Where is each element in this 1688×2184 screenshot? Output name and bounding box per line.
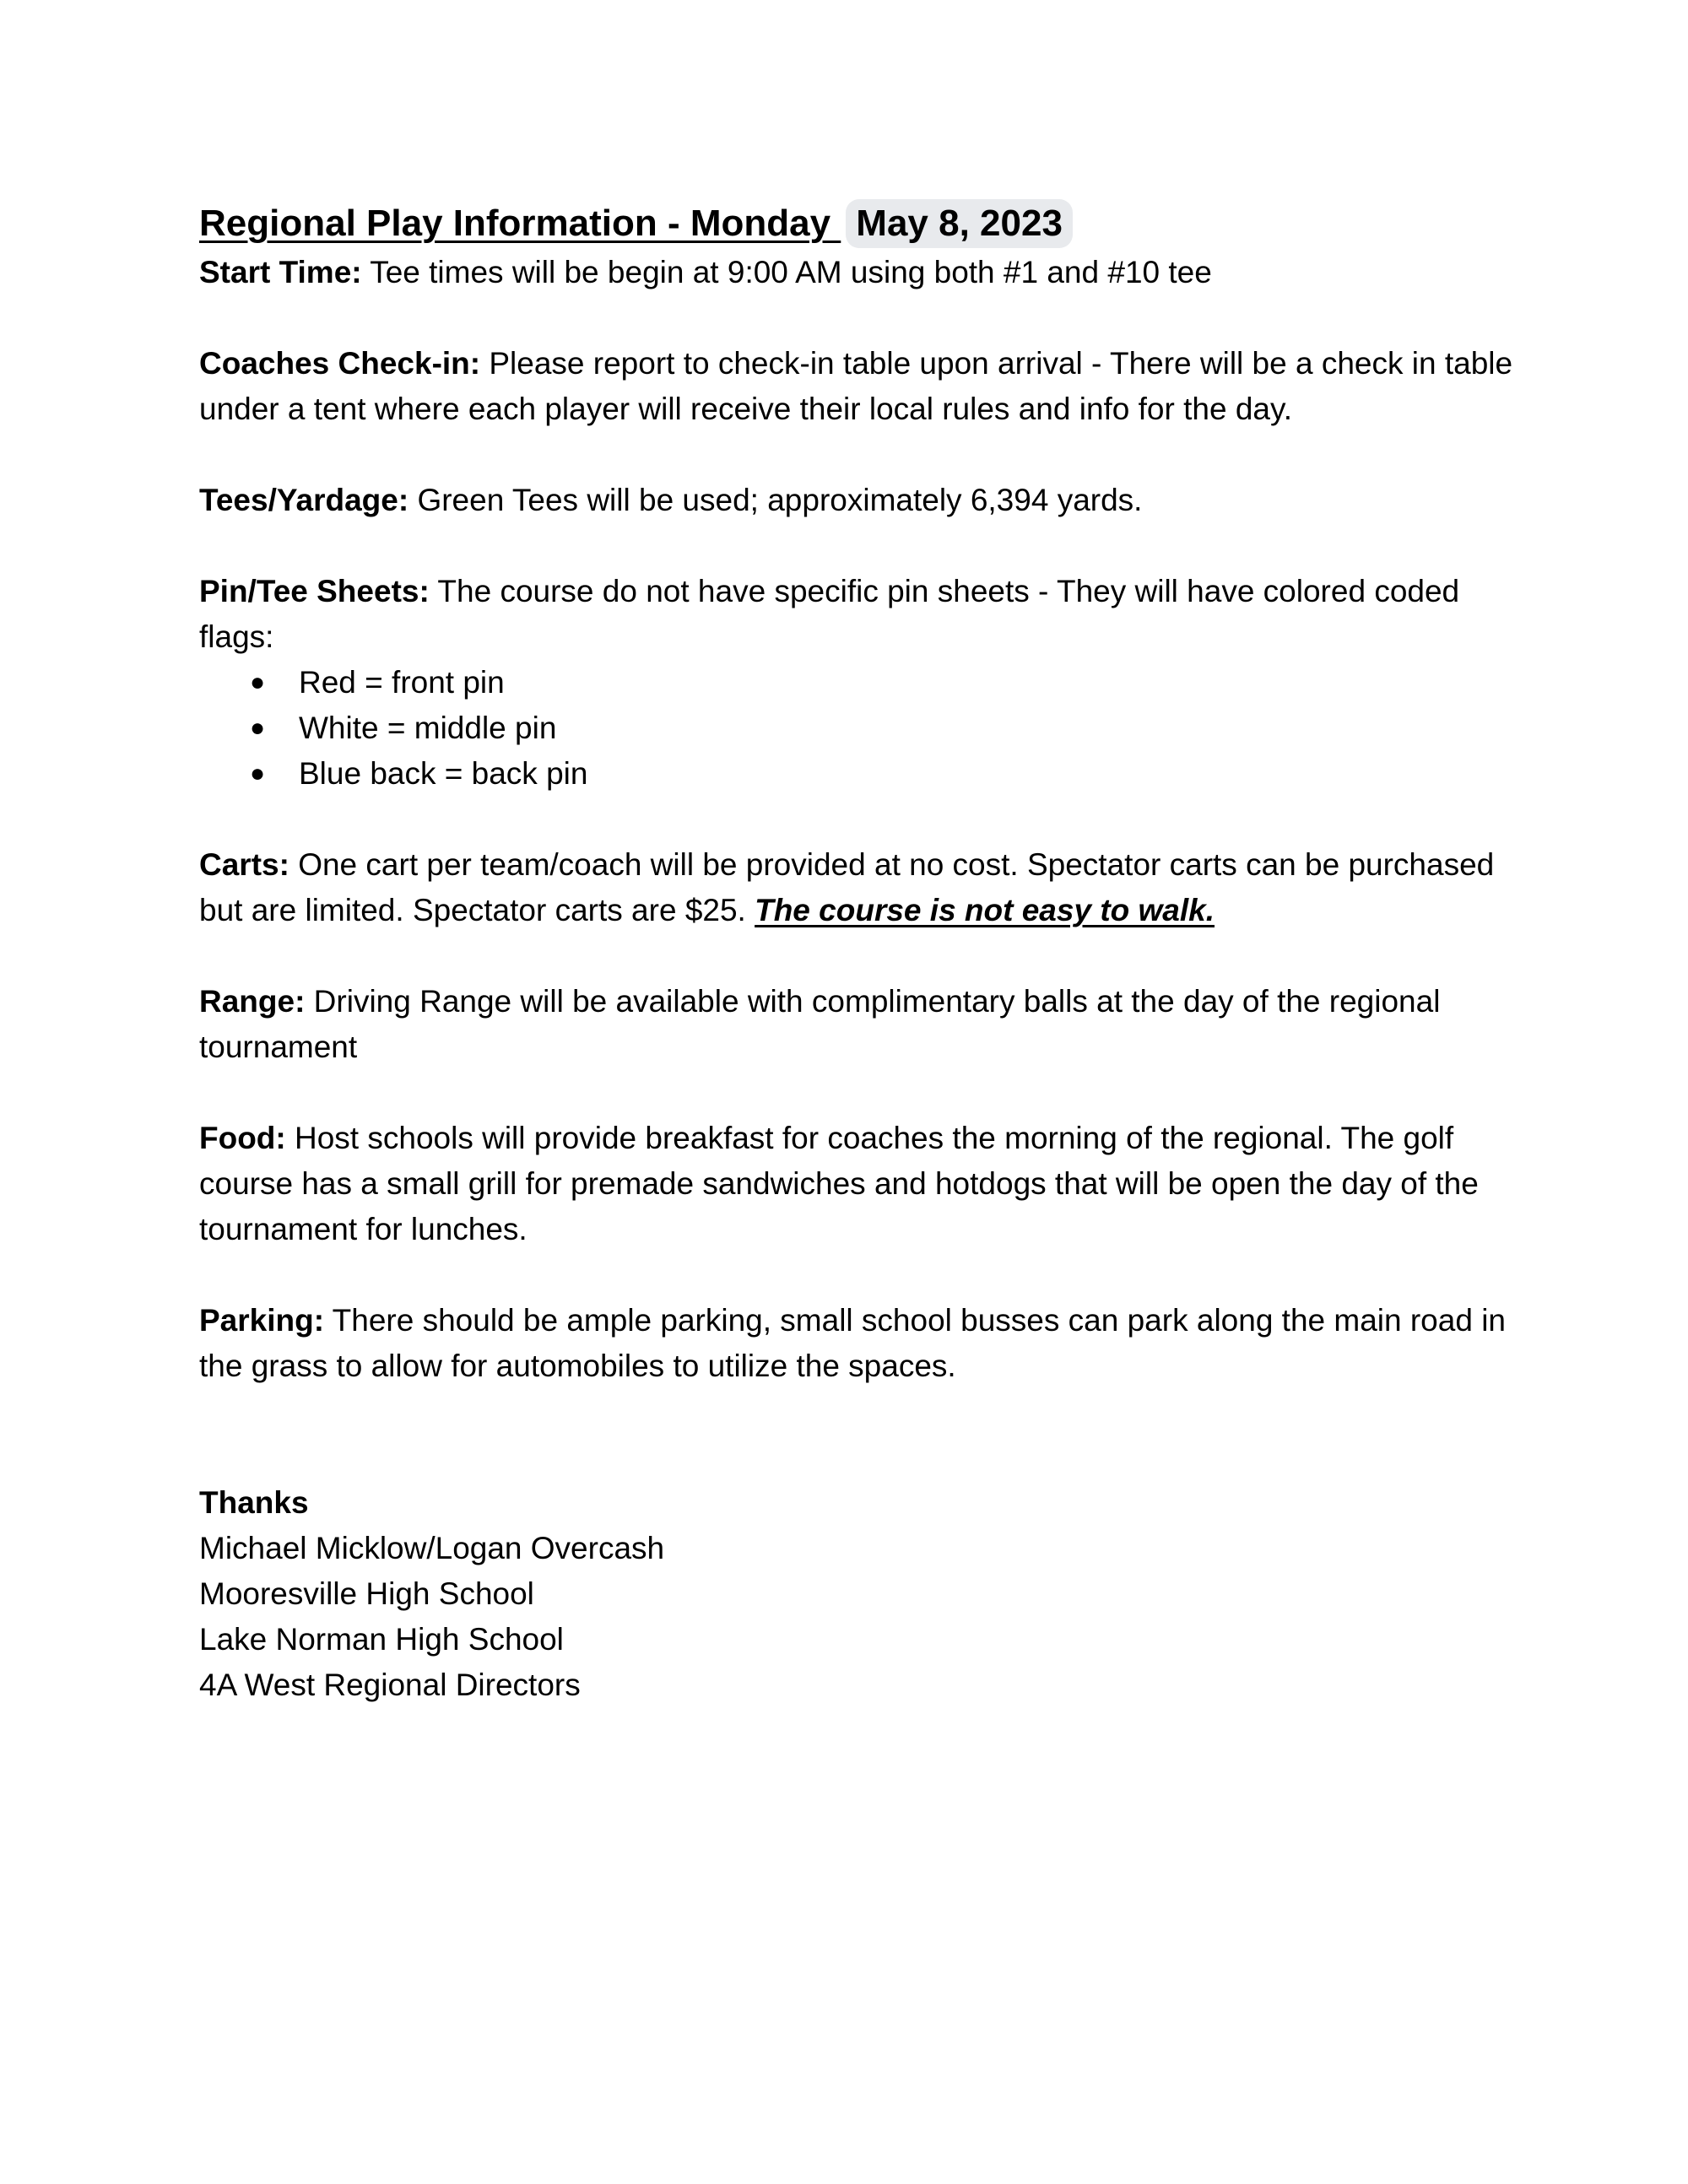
date-chip[interactable]: May 8, 2023 <box>846 199 1073 248</box>
carts-label: Carts: <box>199 847 289 882</box>
bullet-icon: ● <box>250 668 266 696</box>
signoff-block <box>199 1480 1516 1708</box>
tees-paragraph <box>199 478 1516 523</box>
bullet-icon: ● <box>250 714 266 742</box>
start-time-paragraph <box>199 250 1516 295</box>
list-item-text: White = middle pin <box>299 711 557 745</box>
parking-text: There should be ample parking, small school busses can park along the main road in the grass to allow for automobiles to utilize the spaces. <box>199 1303 1506 1383</box>
signoff-line: Mooresville High School <box>199 1576 534 1611</box>
tees-text: Green Tees will be used; approximately 6,394 yards. <box>408 483 1143 517</box>
carts-text: One cart per team/coach will be provided at no cost. Spectator carts can be purchased but are limited. Spectator carts are $25. <box>199 847 1495 927</box>
tees-label: Tees/Yardage: <box>199 483 409 517</box>
check-in-paragraph <box>199 341 1516 432</box>
document-title <box>199 199 1516 248</box>
check-in-text: Please report to check-in table upon arrival - There will be a check in table under a tent where each player will receive their local rules and info for the day. <box>199 346 1513 426</box>
pins-paragraph <box>199 569 1516 660</box>
pins-text: The course do not have specific pin sheets - They will have colored coded flags: <box>199 574 1460 654</box>
range-text: Driving Range will be available with complimentary balls at the day of the regional tournament <box>199 984 1441 1064</box>
signoff-line: Lake Norman High School <box>199 1622 564 1657</box>
list-item <box>199 751 1516 797</box>
title-main: Regional Play Information - Monday <box>199 203 841 244</box>
bullet-icon: ● <box>250 760 266 787</box>
check-in-label: Coaches Check-in: <box>199 346 481 381</box>
food-paragraph <box>199 1116 1516 1252</box>
document-page <box>199 199 1516 1708</box>
food-text: Host schools will provide breakfast for coaches the morning of the regional. The golf course has a small grill for premade sandwiches and hotdogs that will be open the day of the tournament for lunches. <box>199 1121 1479 1246</box>
signoff-line: Michael Micklow/Logan Overcash <box>199 1531 665 1565</box>
pins-label: Pin/Tee Sheets: <box>199 574 430 608</box>
carts-emphasis: The course is not easy to walk. <box>755 893 1215 927</box>
start-time-text: Tee times will be begin at 9:00 AM using both #1 and #10 tee <box>361 255 1212 289</box>
parking-label: Parking: <box>199 1303 325 1338</box>
list-item <box>199 660 1516 705</box>
list-item-text: Blue back = back pin <box>299 756 588 791</box>
pin-flag-list <box>199 660 1516 797</box>
list-item-text: Red = front pin <box>299 665 505 700</box>
range-paragraph <box>199 979 1516 1070</box>
carts-paragraph <box>199 842 1516 933</box>
signoff-line: 4A West Regional Directors <box>199 1668 581 1702</box>
parking-paragraph <box>199 1298 1516 1389</box>
list-item <box>199 705 1516 751</box>
range-label: Range: <box>199 984 306 1019</box>
thanks-line: Thanks <box>199 1485 309 1520</box>
start-time-label: Start Time: <box>199 255 362 289</box>
food-label: Food: <box>199 1121 286 1155</box>
